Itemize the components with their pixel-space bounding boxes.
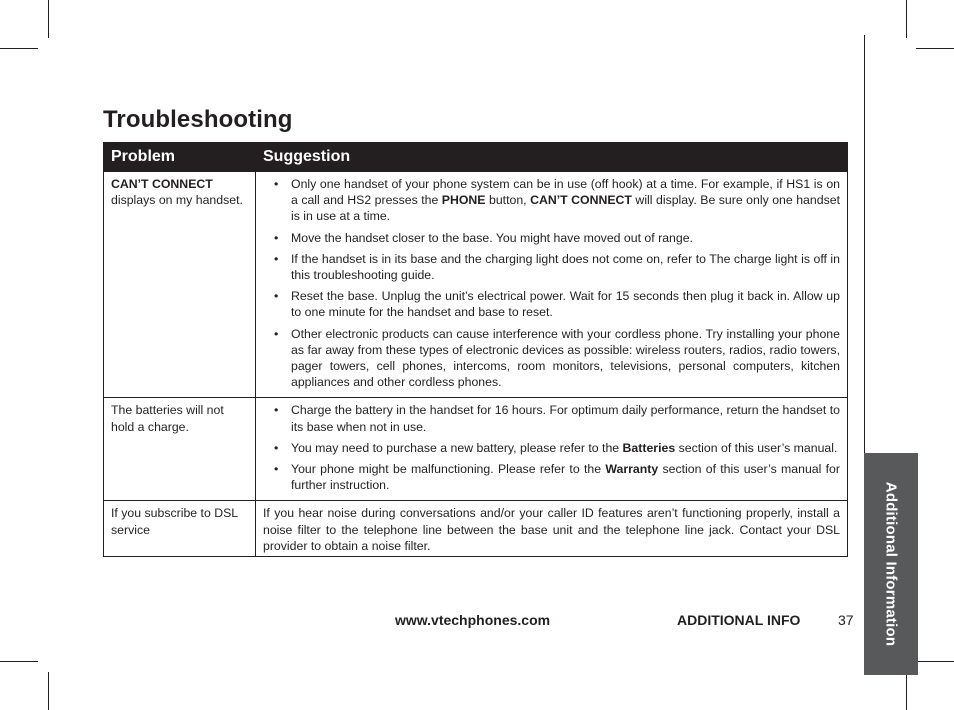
crop-mark xyxy=(48,0,49,38)
suggestion-cell xyxy=(256,501,848,557)
footer-section-label: ADDITIONAL INFO xyxy=(677,612,801,628)
problem-text: displays on my handset. xyxy=(111,193,243,208)
suggestion-item: • You may need to purchase a new battery, please refer to the Batteries section of this user’s manual. xyxy=(263,440,840,456)
troubleshooting-table xyxy=(103,142,848,557)
page-number: 37 xyxy=(838,612,854,628)
problem-keyword: CAN’T CONNECT xyxy=(111,177,213,191)
suggestion-item: • Charge the battery in the handset for 16 hours. For optimum daily performance, return the handset to its base when not in use. xyxy=(263,402,840,434)
table-header-row xyxy=(104,143,848,172)
problem-cell xyxy=(104,172,256,398)
problem-cell: If you subscribe to DSL service xyxy=(104,501,256,557)
header-suggestion: Suggestion xyxy=(256,143,848,172)
table-row xyxy=(104,172,848,398)
crop-mark xyxy=(0,661,38,662)
footer-url: www.vtechphones.com xyxy=(395,612,551,628)
crop-mark xyxy=(0,48,38,49)
suggestion-item: • Move the handset closer to the base. You might have moved out of range. xyxy=(263,230,840,246)
problem-cell: The batteries will not hold a charge. xyxy=(104,398,256,501)
suggestion-item: • If the handset is in its base and the charging light does not come on, refer to The charge light is off in this troubleshooting guide. xyxy=(263,251,840,283)
suggestion-text: If you hear noise during conversations and/or your caller ID features aren’t functioning properly, install a noise filter to the telephone line between the base unit and the telephone line jack. Contact your DSL provider to obtain a noise filter. xyxy=(263,506,840,553)
suggestion-item: • Other electronic products can cause interference with your cordless phone. Try installing your phone as far away from these types of electronic devices as possible: wireless routers, radios, radio towers, pager towers, cell phones, intercoms, room monitors, televisions, personal computers, kitchen appliances and other cordless phones. xyxy=(263,326,840,391)
page-title: Troubleshooting xyxy=(103,106,293,133)
crop-mark xyxy=(906,0,907,38)
table-row xyxy=(104,501,848,557)
suggestion-cell xyxy=(256,398,848,501)
crop-mark xyxy=(916,48,954,49)
suggestion-cell xyxy=(256,172,848,398)
crop-mark xyxy=(48,672,49,710)
table-row xyxy=(104,398,848,501)
side-tab xyxy=(864,453,918,675)
crop-mark xyxy=(916,661,954,662)
suggestion-item: • Reset the base. Unplug the unit’s electrical power. Wait for 15 seconds then plug it back in. Allow up to one minute for the handset and base to reset. xyxy=(263,288,840,320)
header-problem: Problem xyxy=(104,143,256,172)
side-tab-label: Additional Information xyxy=(882,481,900,647)
crop-mark xyxy=(906,672,907,710)
suggestion-item: • Your phone might be malfunctioning. Please refer to the Warranty section of this user’s manual for further instruction. xyxy=(263,461,840,493)
suggestion-item: • Only one handset of your phone system can be in use (off hook) at a time. For example, if HS1 is on a call and HS2 presses the PHONE button, CAN’T CONNECT will display. Be sure only one handset is in use at a time. xyxy=(263,176,840,225)
